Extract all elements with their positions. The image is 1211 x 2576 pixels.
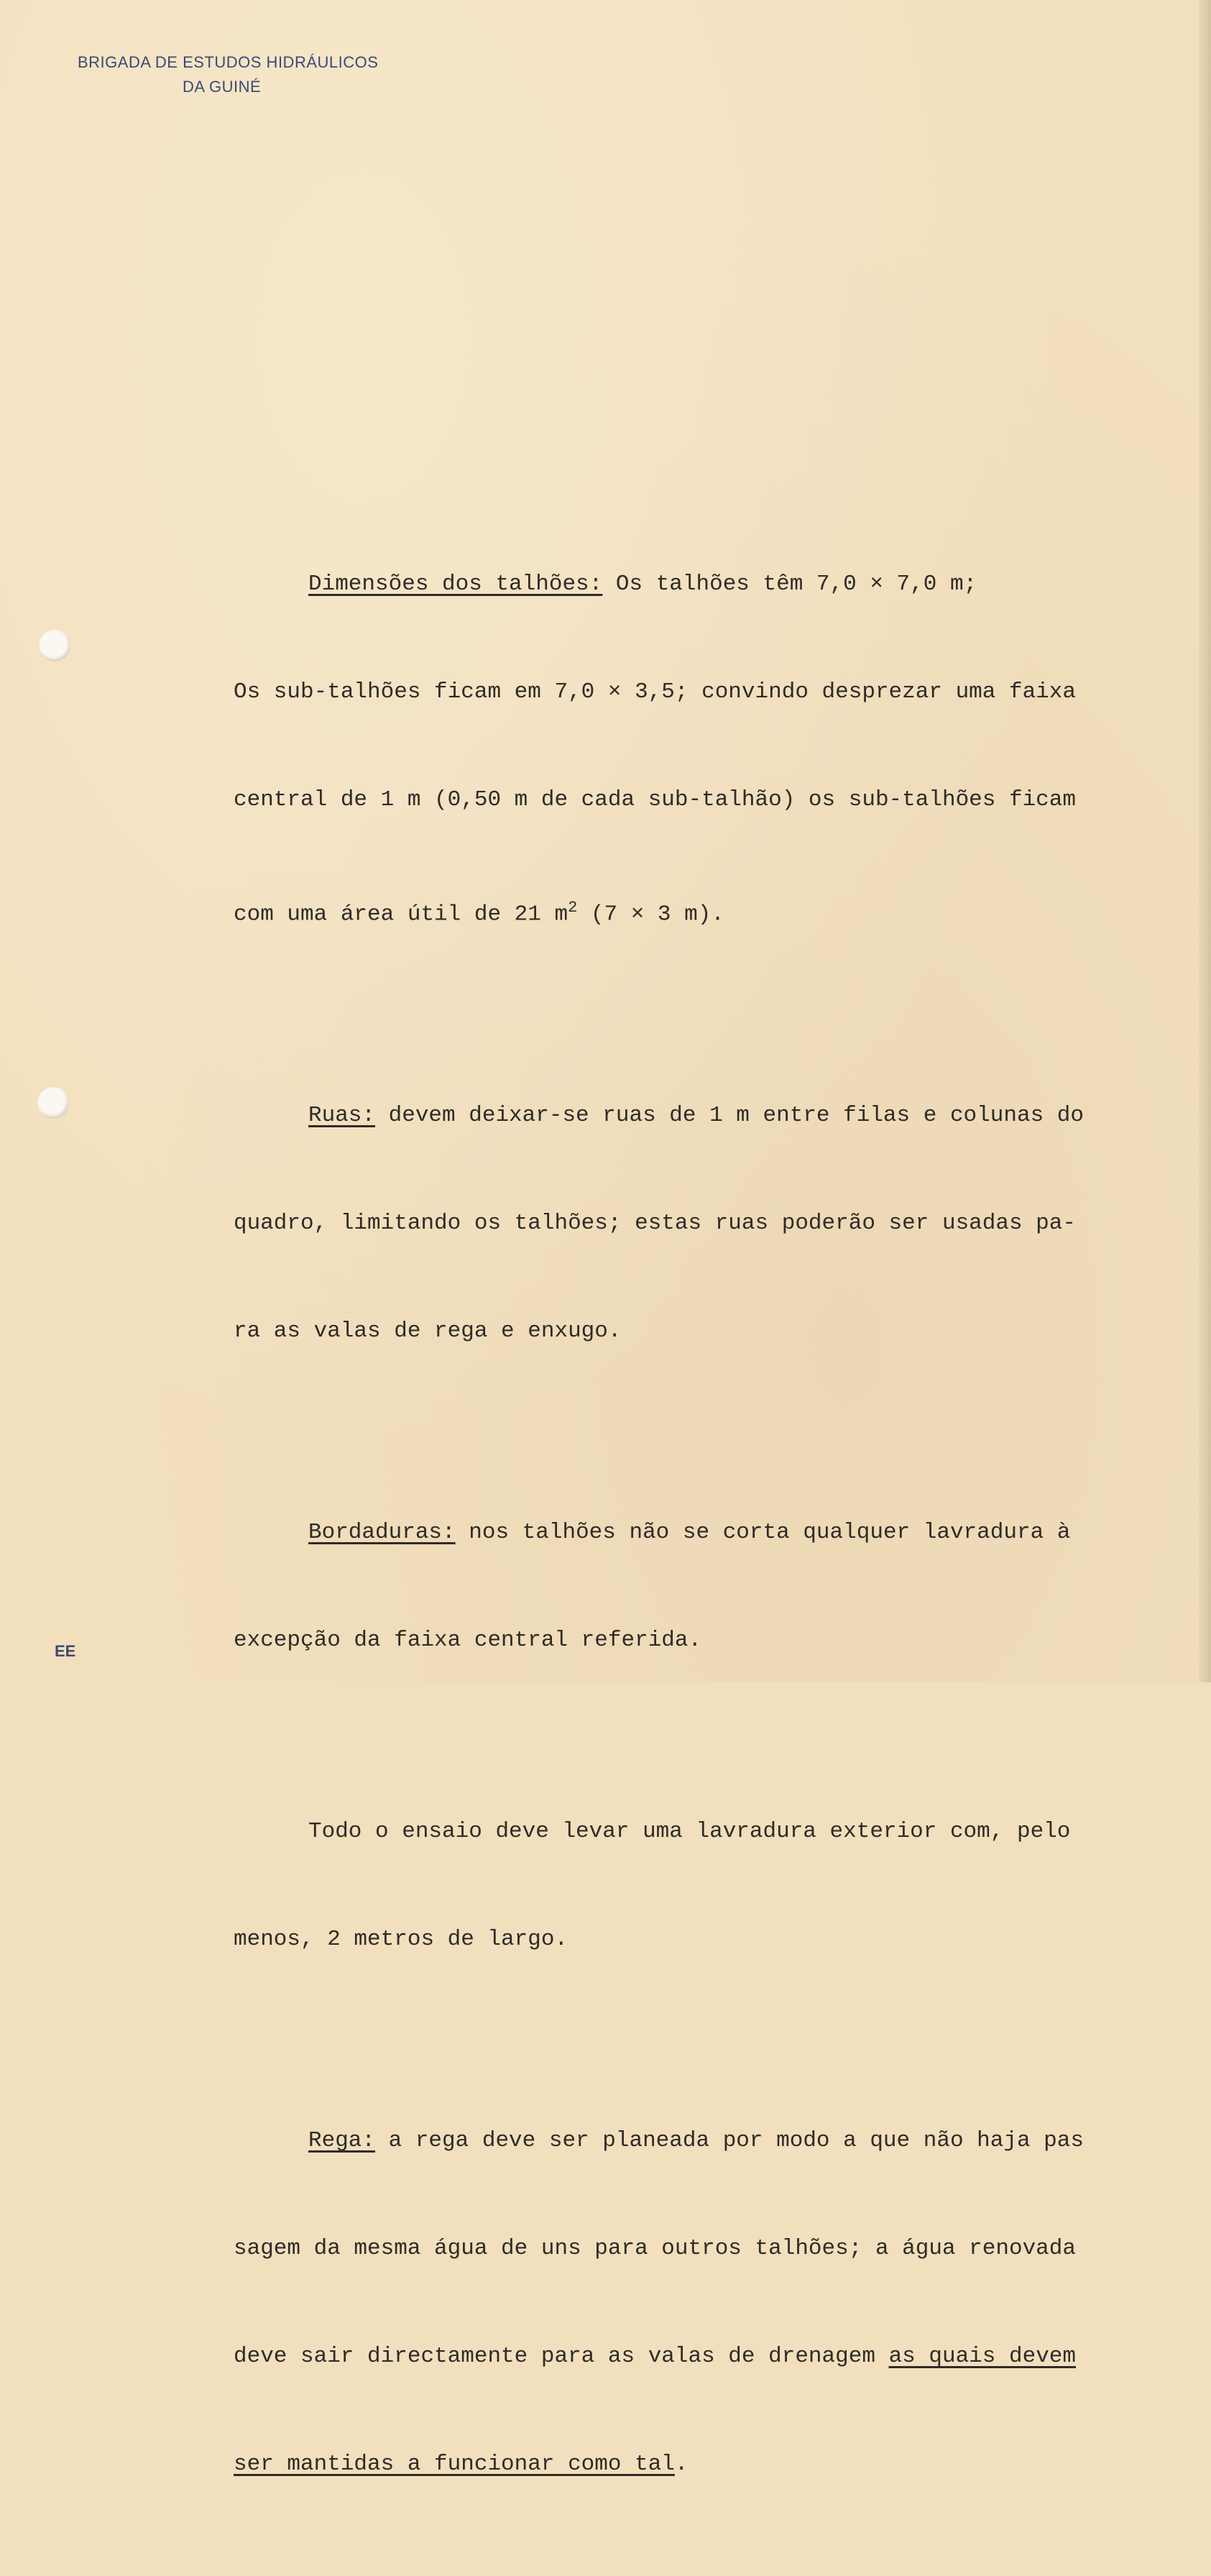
footer-mark: EE (55, 1642, 76, 1660)
underlined-text: as quais devem (888, 2344, 1077, 2370)
paragraph-line (234, 2123, 1168, 2159)
section-heading: Rega: (308, 2128, 376, 2154)
superscript: 2 (568, 899, 578, 917)
paragraph-line: sagem da mesma água de uns para outros talhões; a água renovada (234, 2236, 1076, 2262)
letterhead-line-2: DA GUINÉ (183, 78, 262, 96)
text-span: nos talhões não se corta qualquer lavradura à (455, 1520, 1071, 1546)
paragraph-line (234, 1515, 1168, 1551)
section-heading: Bordaduras: (308, 1520, 456, 1546)
page-edge (1199, 0, 1211, 1682)
paragraph-line: Os sub-talhões ficam em 7,0 × 3,5; convindo desprezar uma faixa (234, 679, 1076, 705)
text-span: . (674, 2452, 689, 2478)
punch-hole (37, 1087, 69, 1119)
paragraph-bordaduras (234, 1443, 1168, 1731)
paragraph-line: menos, 2 metros de largo. (234, 1927, 568, 1953)
paragraph-line (234, 2339, 1168, 2375)
letterhead-line-1: BRIGADA DE ESTUDOS HIDRÁULICOS (78, 53, 379, 71)
text-span: deve sair directamente para as valas de drenagem (234, 2344, 889, 2370)
paragraph-ruas (234, 1026, 1168, 1421)
document-body (234, 495, 1168, 2576)
paragraph-dimensoes (234, 495, 1168, 1004)
paragraph-line (234, 567, 1168, 602)
paragraph-line (234, 1098, 1168, 1134)
paragraph-rega (234, 2051, 1168, 2554)
section-heading: Dimensões dos talhões: (308, 572, 603, 597)
text-span: (7 × 3 m). (577, 902, 724, 927)
paragraph-line: excepção da faixa central referida. (234, 1628, 702, 1654)
paragraph-line: Todo o ensaio deve levar uma lavradura exterior com, pelo (308, 1819, 1071, 1845)
text-span: a rega deve ser planeada por modo a que não haja pas (375, 2128, 1084, 2154)
paragraph-line: central de 1 m (0,50 m de cada sub-talhão) os sub-talhões ficam (234, 787, 1076, 812)
paragraph-line: quadro, limitando os talhões; estas ruas poderão ser usadas pa- (234, 1211, 1076, 1237)
letterhead (78, 50, 378, 99)
section-heading: Ruas: (308, 1103, 376, 1129)
text-span: Os talhões têm 7,0 × 7,0 m; (602, 572, 977, 597)
paragraph-line: ra as valas de rega e enxugo. (234, 1319, 622, 1344)
paragraph-line (234, 890, 1168, 932)
punch-hole (39, 630, 70, 661)
paragraph-ensaio (234, 1742, 1168, 2030)
underlined-text: ser mantidas a funcionar como tal (234, 2452, 675, 2478)
paragraph-line (234, 2447, 1168, 2483)
text-span: com uma área útil de 21 m (234, 902, 568, 927)
text-span: devem deixar-se ruas de 1 m entre filas e colunas do (375, 1103, 1084, 1129)
